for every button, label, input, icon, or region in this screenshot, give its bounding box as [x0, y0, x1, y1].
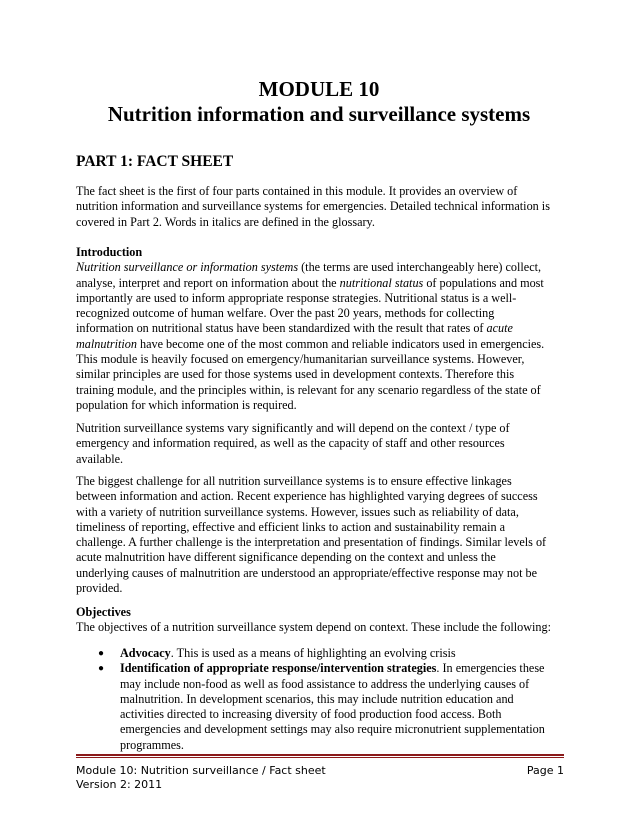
- footer-rule: [76, 754, 564, 756]
- text-line: [76, 337, 564, 352]
- item-title: Advocacy: [120, 646, 171, 660]
- module-number: MODULE 10: [258, 77, 380, 101]
- text-segment: recognized outcome of human welfare. Over the past 20 years, methods for collecting: [76, 306, 495, 321]
- section-heading: Introduction: [76, 245, 143, 259]
- footer-rule-thin: [76, 757, 564, 758]
- list-item: [98, 646, 564, 661]
- glossary-term: acute: [486, 321, 513, 336]
- glossary-term: Nutrition surveillance or information systems: [76, 260, 299, 275]
- intro-paragraph: [76, 184, 564, 230]
- text-segment: information on nutritional status have been standardized with the result that rates of: [76, 321, 487, 336]
- text-line: [76, 367, 564, 382]
- objectives-section: [76, 605, 564, 636]
- item-text: malnutrition. In development scenarios, this may include nutrition education and: [120, 691, 514, 706]
- page-number: Page 1: [526, 764, 564, 777]
- text-segment: analyse, interpret and report on information about the: [76, 275, 340, 290]
- item-text: activities directed to increasing diversity of food production food access. Both: [120, 707, 502, 722]
- text-line: challenge. A further challenge is the interpretation and presentation of findings. Similar levels of: [76, 535, 547, 550]
- footer-version: Version 2: 2011: [76, 778, 163, 791]
- text-line: [76, 260, 564, 275]
- text-line: [76, 383, 564, 398]
- footer-module: Module 10: Nutrition surveillance / Fact sheet: [76, 764, 326, 777]
- text-segment: This module is heavily focused on emergency/humanitarian surveillance systems. However,: [76, 352, 525, 367]
- text-line: underlying causes of malnutrition are understood an appropriate/effective response may not be: [76, 565, 538, 580]
- text-line: [76, 352, 564, 367]
- text-line: Nutrition surveillance systems vary significantly and will depend on the context / type of: [76, 421, 510, 435]
- text-line: [76, 291, 564, 306]
- item-title: Identification of appropriate response/intervention strategies: [120, 661, 437, 676]
- text-line: between information and action. Recent experience has highlighted varying degrees of success: [76, 489, 538, 504]
- bullet-icon: ●: [98, 663, 105, 675]
- item-text: may include non-food as well as food assistance to address the underlying causes of: [120, 676, 530, 691]
- text-line: acute malnutrition have different significance depending on the context and unless the: [76, 550, 496, 565]
- text-line: The fact sheet is the first of four parts contained in this module. It provides an overview of: [76, 184, 518, 198]
- bullet-icon: ●: [98, 648, 105, 659]
- item-text: programmes.: [120, 737, 184, 752]
- text-segment: population for which information is required.: [76, 397, 297, 412]
- section-heading: Objectives: [76, 605, 131, 619]
- list-item: [98, 661, 564, 753]
- objectives-list: [98, 646, 564, 753]
- text-segment: of populations and most: [423, 275, 544, 290]
- text-line: [76, 276, 564, 291]
- text-line: emergency and information required, as well as the capacity of staff and other resources: [76, 436, 505, 451]
- text-line: timeliness of reporting, effective and efficient links to action and sustainability remain a: [76, 519, 506, 534]
- module-title: Nutrition information and surveillance systems: [107, 102, 531, 126]
- text-segment: training module, and the principles within, is relevant for any scenario regardless of the state of: [76, 382, 541, 397]
- text-line: [76, 306, 564, 321]
- text-line: [76, 321, 564, 336]
- glossary-term: malnutrition: [76, 336, 137, 351]
- text-line: nutrition information and surveillance systems for emergencies. Detailed technical information is: [76, 199, 550, 214]
- text-segment: have become one of the most common and reliable indicators used in emergencies.: [136, 336, 545, 351]
- item-text: emergencies and development settings may also require micronutrient supplementation: [120, 722, 545, 737]
- objectives-intro: The objectives of a nutrition surveillance system depend on context. These include the following:: [76, 620, 551, 635]
- text-line: covered in Part 2. Words in italics are defined in the glossary.: [76, 214, 375, 229]
- text-line: The biggest challenge for all nutrition surveillance systems is to ensure effective linkages: [76, 474, 512, 488]
- paragraph-challenge: [76, 474, 564, 596]
- glossary-term: nutritional status: [339, 275, 424, 290]
- text-line: available.: [76, 451, 124, 466]
- text-segment: similar principles are used for those systems used in development contexts. Therefore this: [76, 367, 515, 382]
- text-line: with a variety of nutrition surveillance systems. However, issues such as reliability of data,: [76, 504, 519, 519]
- introduction-section: [76, 245, 564, 413]
- text-segment: importantly are used to inform appropriate response strategies. Nutritional status is a well-: [76, 290, 517, 305]
- part-heading: PART 1: FACT SHEET: [76, 153, 234, 170]
- paragraph-context: [76, 421, 564, 467]
- introduction-body: [76, 260, 564, 413]
- footer: [76, 764, 564, 792]
- item-text: . This is used as a means of highlighting an evolving crisis: [170, 646, 456, 660]
- text-line: [76, 398, 564, 413]
- item-text: . In emergencies these: [436, 661, 545, 676]
- text-line: provided.: [76, 581, 123, 596]
- text-segment: (the terms are used interchangeably here) collect,: [298, 260, 542, 275]
